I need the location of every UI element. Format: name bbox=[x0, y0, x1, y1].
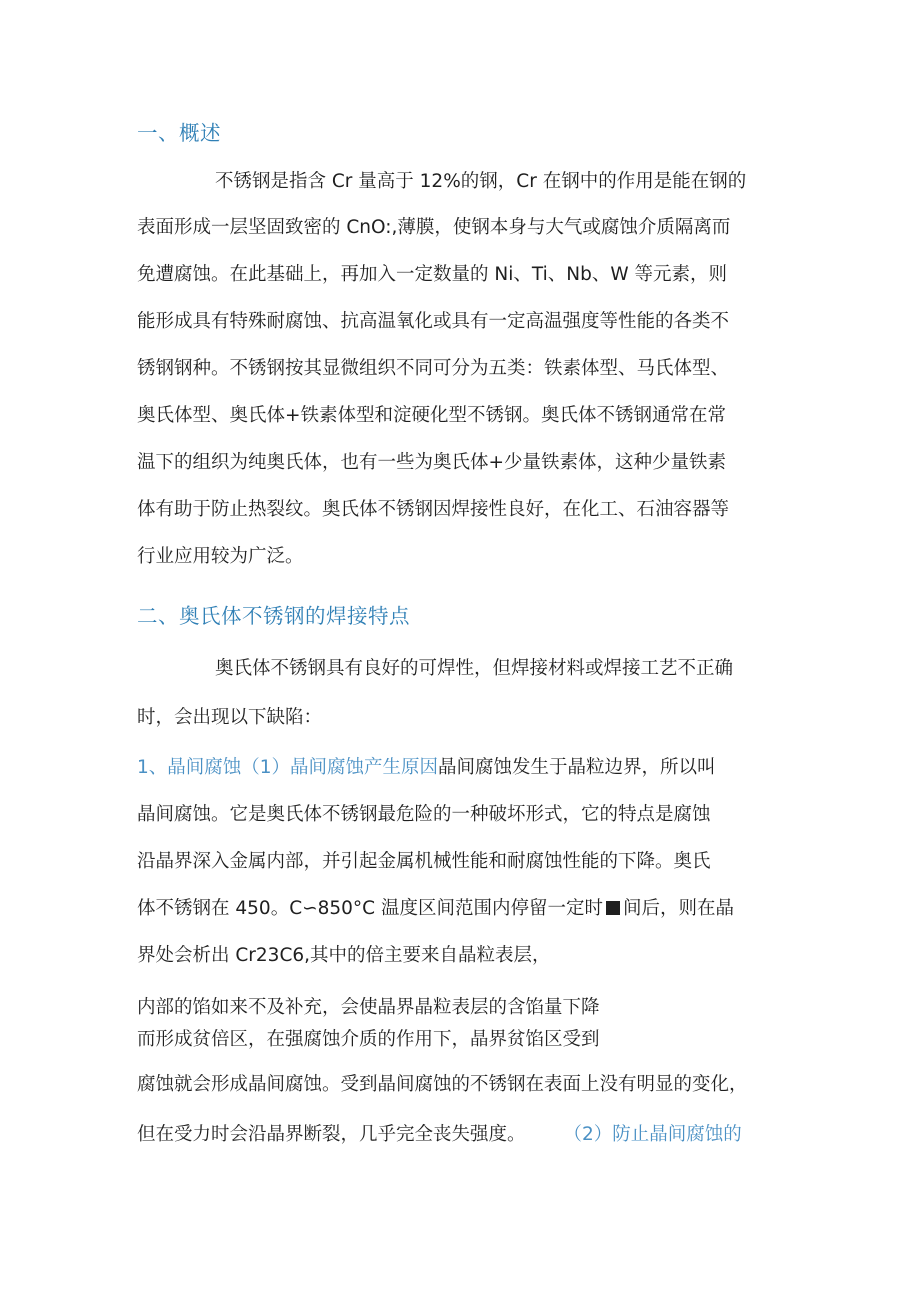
item-text: 晶间腐蚀发生于晶粒边界，所以叫 bbox=[438, 757, 716, 778]
paragraph-line: 奥氏体不锈钢具有良好的可焊性，但焊接材料或焊接工艺不正确 bbox=[215, 658, 734, 679]
paragraph-line: 时，会出现以下缺陷： bbox=[137, 707, 323, 728]
paragraph-line: 沿晶界深入金属内部，并引起金属机械性能和耐腐蚀性能的下降。奥氏 bbox=[137, 851, 711, 872]
paragraph-line: 不锈钢是指含 Cr 量高于 12%的钢，Cr 在钢中的作用是能在钢的 bbox=[215, 171, 747, 192]
paragraph-line: 腐蚀就会形成晶间腐蚀。受到晶间腐蚀的不锈钢在表面上没有明显的变化， bbox=[137, 1074, 748, 1095]
paragraph-line: 而形成贫倍区，在强腐蚀介质的作用下，晶界贫馅区受到 bbox=[137, 1029, 600, 1050]
paragraph-line: 温下的组织为纯奥氏体，也有一些为奥氏体+少量铁素体，这种少量铁素 bbox=[137, 452, 727, 473]
item-subheading-prevention: （2）防止晶间腐蚀的 bbox=[563, 1124, 742, 1145]
paragraph-line: 免遭腐蚀。在此基础上，再加入一定数量的 Ni、Ti、Nb、W 等元素，则 bbox=[137, 264, 727, 285]
paragraph-line bbox=[137, 754, 716, 782]
paragraph-line bbox=[137, 1121, 742, 1149]
paragraph-line: 锈钢钢种。不锈钢按其显微组织不同可分为五类：铁素体型、马氏体型、 bbox=[137, 358, 730, 379]
item-heading-intergranular-corrosion: 1、晶间腐蚀（1）晶间腐蚀产生原因 bbox=[137, 757, 439, 778]
paragraph-line bbox=[137, 895, 734, 923]
paragraph-line: 晶间腐蚀。它是奥氏体不锈钢最危险的一种破坏形式，它的特点是腐蚀 bbox=[137, 804, 711, 825]
placeholder-square-glyph bbox=[606, 901, 620, 915]
item-text: 间后，则在晶 bbox=[622, 898, 734, 919]
heading-overview: 一、概述 bbox=[137, 121, 221, 145]
item-text: 但在受力时会沿晶界断裂，几乎完全丧失强度。 bbox=[137, 1124, 526, 1145]
paragraph-line: 能形成具有特殊耐腐蚀、抗高温氧化或具有一定高温强度等性能的各类不 bbox=[137, 311, 730, 332]
heading-welding-features: 二、奥氏体不锈钢的焊接特点 bbox=[137, 604, 410, 628]
paragraph-line: 表面形成一层坚固致密的 CnO:,薄膜，使钢本身与大气或腐蚀介质隔离而 bbox=[137, 217, 731, 238]
item-text: 体不锈钢在 450。C∽850°C 温度区间范围内停留一定时 bbox=[137, 898, 603, 919]
paragraph-line: 行业应用较为广泛。 bbox=[137, 546, 304, 567]
paragraph-line: 内部的馅如来不及补充，会使晶界晶粒表层的含馅量下降 bbox=[137, 997, 600, 1018]
paragraph-line: 体有助于防止热裂纹。奥氏体不锈钢因焊接性良好，在化工、石油容器等 bbox=[137, 499, 730, 520]
paragraph-line: 界处会析出 Cr23C6,其中的倍主要来自晶粒表层， bbox=[137, 945, 551, 966]
paragraph-line: 奥氏体型、奥氏体+铁素体型和淀硬化型不锈钢。奥氏体不锈钢通常在常 bbox=[137, 405, 727, 426]
